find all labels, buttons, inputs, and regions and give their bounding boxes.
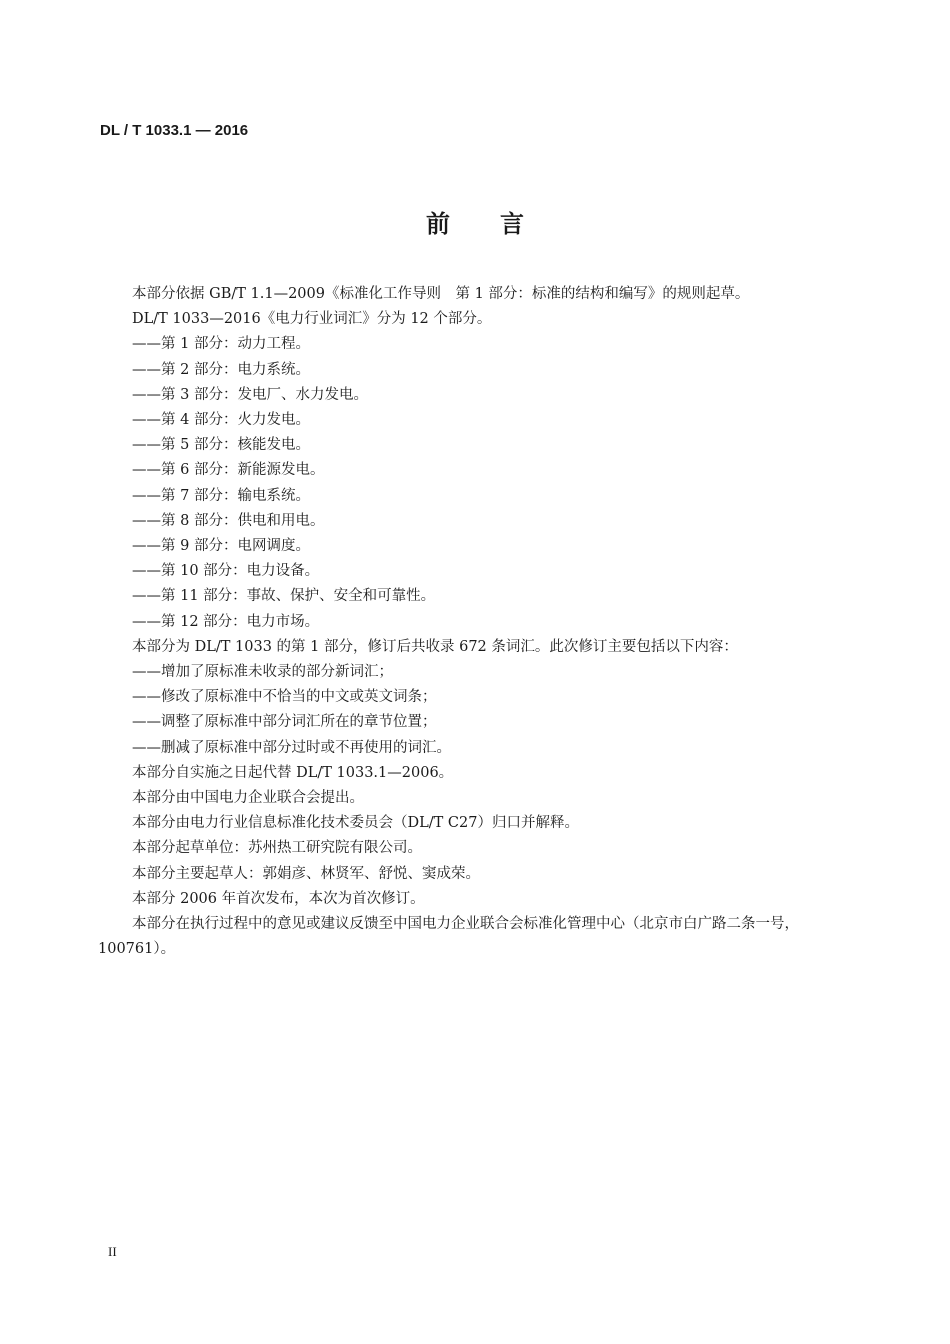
list-item: ——增加了原标准未收录的部分新词汇； (132, 664, 393, 681)
paragraph: DL/T 1033—2016《电力行业词汇》分为 12 个部分。 (132, 311, 492, 328)
list-item: ——第 4 部分：火力发电。 (132, 412, 310, 429)
page-title: 前言 (426, 210, 574, 238)
list-item: ——调整了原标准中部分词汇所在的章节位置； (132, 714, 437, 731)
list-item: ——第 5 部分：核能发电。 (132, 437, 310, 454)
list-item: ——删减了原标准中部分过时或不再使用的词汇。 (132, 739, 451, 756)
list-item: ——第 10 部分：电力设备。 (132, 563, 320, 580)
list-item: ——第 8 部分：供电和用电。 (132, 512, 325, 529)
foreword-body (98, 282, 850, 962)
list-item: ——第 9 部分：电网调度。 (132, 538, 310, 555)
paragraph: 本部分在执行过程中的意见或建议反馈至中国电力企业联合会标准化管理中心（北京市白广路二条一号，100761）。 (98, 916, 799, 958)
list-item: ——修改了原标准中不恰当的中文或英文词条； (132, 689, 437, 706)
list-item: ——第 2 部分：电力系统。 (132, 361, 310, 378)
list-item: ——第 3 部分：发电厂、水力发电。 (132, 386, 368, 403)
paragraph: 本部分起草单位：苏州热工研究院有限公司。 (132, 840, 422, 857)
list-item: ——第 6 部分：新能源发电。 (132, 462, 325, 479)
document-number: DL / T 1033.1 — 2016 (100, 122, 249, 139)
page-number: II (108, 1244, 117, 1259)
paragraph: 本部分依据 GB/T 1.1—2009《标准化工作导则 第 1 部分：标准的结构和编写》的规则起草。 (132, 286, 750, 302)
list-item: ——第 12 部分：电力市场。 (132, 613, 320, 630)
paragraph: 本部分由电力行业信息标准化技术委员会（DL/T C27）归口并解释。 (132, 815, 579, 832)
list-item: ——第 1 部分：动力工程。 (132, 336, 310, 353)
paragraph: 本部分主要起草人：郭娟彦、林贤军、舒悦、窦成荣。 (132, 865, 480, 882)
paragraph: 本部分 2006 年首次发布，本次为首次修订。 (132, 890, 425, 907)
paragraph: 本部分为 DL/T 1033 的第 1 部分，修订后共收录 672 条词汇。此次修订主要包括以下内容： (132, 638, 738, 655)
paragraph: 本部分由中国电力企业联合会提出。 (132, 790, 364, 807)
list-item: ——第 7 部分：输电系统。 (132, 487, 310, 504)
list-item: ——第 11 部分：事故、保护、安全和可靠性。 (132, 588, 436, 605)
paragraph: 本部分自实施之日起代替 DL/T 1033.1—2006。 (132, 764, 454, 781)
